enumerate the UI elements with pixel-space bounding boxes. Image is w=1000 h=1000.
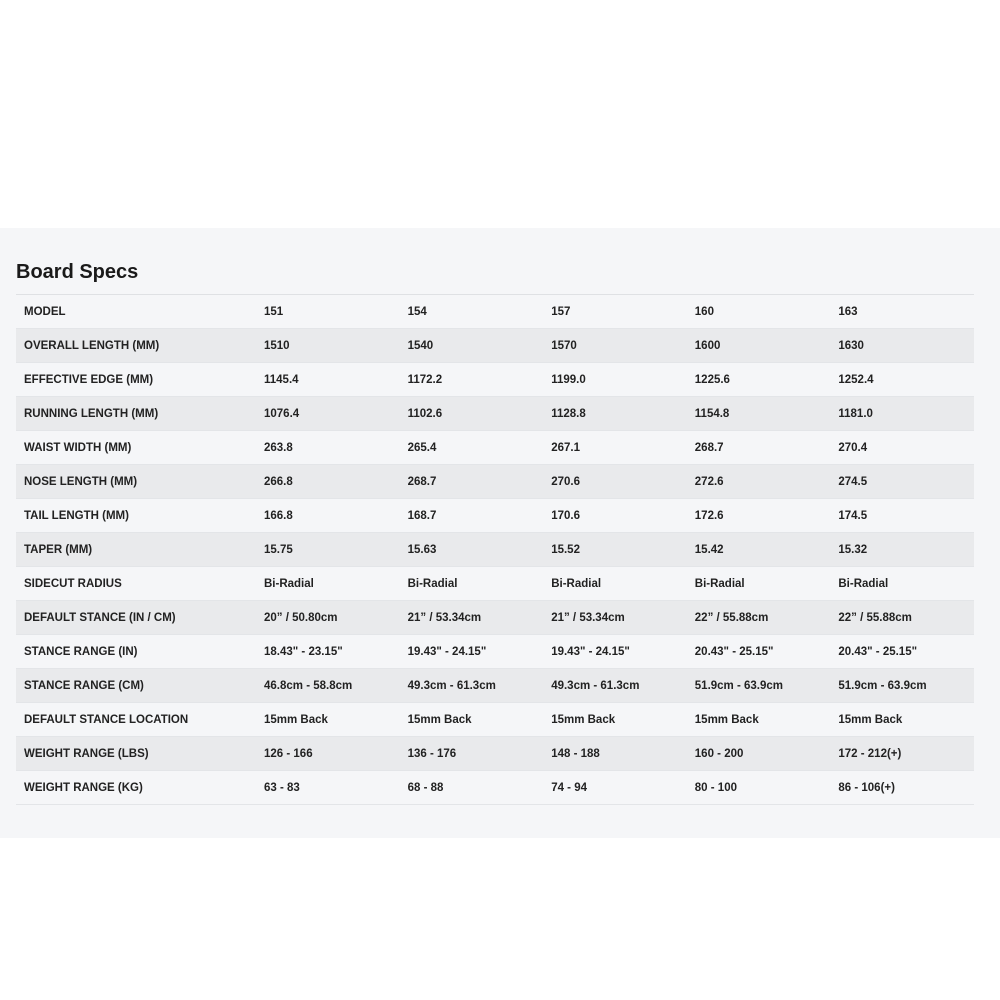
board-specs-table-body bbox=[16, 295, 974, 805]
spec-value: 22” / 55.88cm bbox=[830, 601, 974, 635]
spec-value: 1630 bbox=[830, 329, 974, 363]
spec-value: 151 bbox=[256, 295, 400, 329]
spec-row bbox=[16, 397, 974, 431]
spec-value: 19.43" - 24.15" bbox=[543, 635, 687, 669]
spec-value: 160 bbox=[687, 295, 831, 329]
board-specs-title: Board Specs bbox=[16, 261, 139, 283]
spec-value: 19.43" - 24.15" bbox=[400, 635, 544, 669]
spec-value: 157 bbox=[543, 295, 687, 329]
spec-value: 270.6 bbox=[543, 465, 687, 499]
spec-value: 63 - 83 bbox=[256, 771, 400, 805]
spec-value: 270.4 bbox=[830, 431, 974, 465]
spec-value: 267.1 bbox=[543, 431, 687, 465]
spec-value: 15mm Back bbox=[830, 703, 974, 737]
spec-value: 1172.2 bbox=[400, 363, 544, 397]
spec-value: 15.63 bbox=[400, 533, 544, 567]
spec-value: Bi-Radial bbox=[830, 567, 974, 601]
spec-value: 1128.8 bbox=[543, 397, 687, 431]
spec-value: 15.52 bbox=[543, 533, 687, 567]
spec-value: 1570 bbox=[543, 329, 687, 363]
spec-value: 263.8 bbox=[256, 431, 400, 465]
spec-value: 136 - 176 bbox=[400, 737, 544, 771]
spec-value: 1199.0 bbox=[543, 363, 687, 397]
spec-value: 1154.8 bbox=[687, 397, 831, 431]
spec-row-label: WEIGHT RANGE (LBS) bbox=[16, 737, 256, 771]
spec-row bbox=[16, 601, 974, 635]
spec-value: 163 bbox=[830, 295, 974, 329]
spec-value: 86 - 106(+) bbox=[830, 771, 974, 805]
spec-value: 15.75 bbox=[256, 533, 400, 567]
spec-value: 49.3cm - 61.3cm bbox=[400, 669, 544, 703]
spec-row bbox=[16, 363, 974, 397]
spec-value: 15.32 bbox=[830, 533, 974, 567]
board-specs-table bbox=[16, 294, 974, 805]
spec-value: 49.3cm - 61.3cm bbox=[543, 669, 687, 703]
spec-value: 154 bbox=[400, 295, 544, 329]
spec-value: 160 - 200 bbox=[687, 737, 831, 771]
spec-value: 1600 bbox=[687, 329, 831, 363]
spec-value: 1252.4 bbox=[830, 363, 974, 397]
spec-value: 1510 bbox=[256, 329, 400, 363]
spec-value: 168.7 bbox=[400, 499, 544, 533]
spec-row bbox=[16, 567, 974, 601]
spec-value: 46.8cm - 58.8cm bbox=[256, 669, 400, 703]
spec-row-label: MODEL bbox=[16, 295, 256, 329]
spec-value: 266.8 bbox=[256, 465, 400, 499]
spec-row-label: TAIL LENGTH (MM) bbox=[16, 499, 256, 533]
spec-value: 20.43" - 25.15" bbox=[830, 635, 974, 669]
spec-row bbox=[16, 295, 974, 329]
spec-value: 172.6 bbox=[687, 499, 831, 533]
spec-value: 1181.0 bbox=[830, 397, 974, 431]
spec-value: 15.42 bbox=[687, 533, 831, 567]
spec-row-label: EFFECTIVE EDGE (MM) bbox=[16, 363, 256, 397]
spec-value: 74 - 94 bbox=[543, 771, 687, 805]
spec-value: Bi-Radial bbox=[543, 567, 687, 601]
spec-row-label: STANCE RANGE (IN) bbox=[16, 635, 256, 669]
spec-value: 170.6 bbox=[543, 499, 687, 533]
spec-value: 166.8 bbox=[256, 499, 400, 533]
spec-row bbox=[16, 431, 974, 465]
spec-value: 18.43" - 23.15" bbox=[256, 635, 400, 669]
spec-row-label: STANCE RANGE (CM) bbox=[16, 669, 256, 703]
spec-row-label: NOSE LENGTH (MM) bbox=[16, 465, 256, 499]
spec-value: 21” / 53.34cm bbox=[543, 601, 687, 635]
spec-value: 1102.6 bbox=[400, 397, 544, 431]
spec-value: 148 - 188 bbox=[543, 737, 687, 771]
spec-value: 15mm Back bbox=[687, 703, 831, 737]
spec-row-label: TAPER (MM) bbox=[16, 533, 256, 567]
spec-value: 272.6 bbox=[687, 465, 831, 499]
spec-row-label: WAIST WIDTH (MM) bbox=[16, 431, 256, 465]
spec-value: Bi-Radial bbox=[256, 567, 400, 601]
spec-row-label: SIDECUT RADIUS bbox=[16, 567, 256, 601]
spec-value: 15mm Back bbox=[256, 703, 400, 737]
spec-value: 68 - 88 bbox=[400, 771, 544, 805]
spec-value: 15mm Back bbox=[400, 703, 544, 737]
spec-value: 1076.4 bbox=[256, 397, 400, 431]
spec-value: 51.9cm - 63.9cm bbox=[687, 669, 831, 703]
spec-value: 20” / 50.80cm bbox=[256, 601, 400, 635]
spec-value: 22” / 55.88cm bbox=[687, 601, 831, 635]
spec-value: 172 - 212(+) bbox=[830, 737, 974, 771]
spec-row bbox=[16, 329, 974, 363]
spec-value: 268.7 bbox=[400, 465, 544, 499]
board-specs-panel bbox=[0, 228, 1000, 838]
spec-value: 1225.6 bbox=[687, 363, 831, 397]
spec-value: Bi-Radial bbox=[400, 567, 544, 601]
spec-value: 274.5 bbox=[830, 465, 974, 499]
spec-row bbox=[16, 635, 974, 669]
spec-value: 21” / 53.34cm bbox=[400, 601, 544, 635]
spec-row bbox=[16, 737, 974, 771]
spec-value: 15mm Back bbox=[543, 703, 687, 737]
spec-row bbox=[16, 703, 974, 737]
spec-value: 20.43" - 25.15" bbox=[687, 635, 831, 669]
spec-row bbox=[16, 669, 974, 703]
spec-row bbox=[16, 465, 974, 499]
spec-row-label: DEFAULT STANCE (IN / CM) bbox=[16, 601, 256, 635]
spec-row-label: DEFAULT STANCE LOCATION bbox=[16, 703, 256, 737]
spec-value: 265.4 bbox=[400, 431, 544, 465]
spec-value: Bi-Radial bbox=[687, 567, 831, 601]
spec-value: 126 - 166 bbox=[256, 737, 400, 771]
spec-value: 1540 bbox=[400, 329, 544, 363]
spec-value: 80 - 100 bbox=[687, 771, 831, 805]
spec-row bbox=[16, 771, 974, 805]
spec-row bbox=[16, 499, 974, 533]
spec-row-label: OVERALL LENGTH (MM) bbox=[16, 329, 256, 363]
spec-value: 1145.4 bbox=[256, 363, 400, 397]
spec-row-label: RUNNING LENGTH (MM) bbox=[16, 397, 256, 431]
spec-row bbox=[16, 533, 974, 567]
spec-value: 51.9cm - 63.9cm bbox=[830, 669, 974, 703]
spec-value: 174.5 bbox=[830, 499, 974, 533]
spec-value: 268.7 bbox=[687, 431, 831, 465]
spec-row-label: WEIGHT RANGE (KG) bbox=[16, 771, 256, 805]
